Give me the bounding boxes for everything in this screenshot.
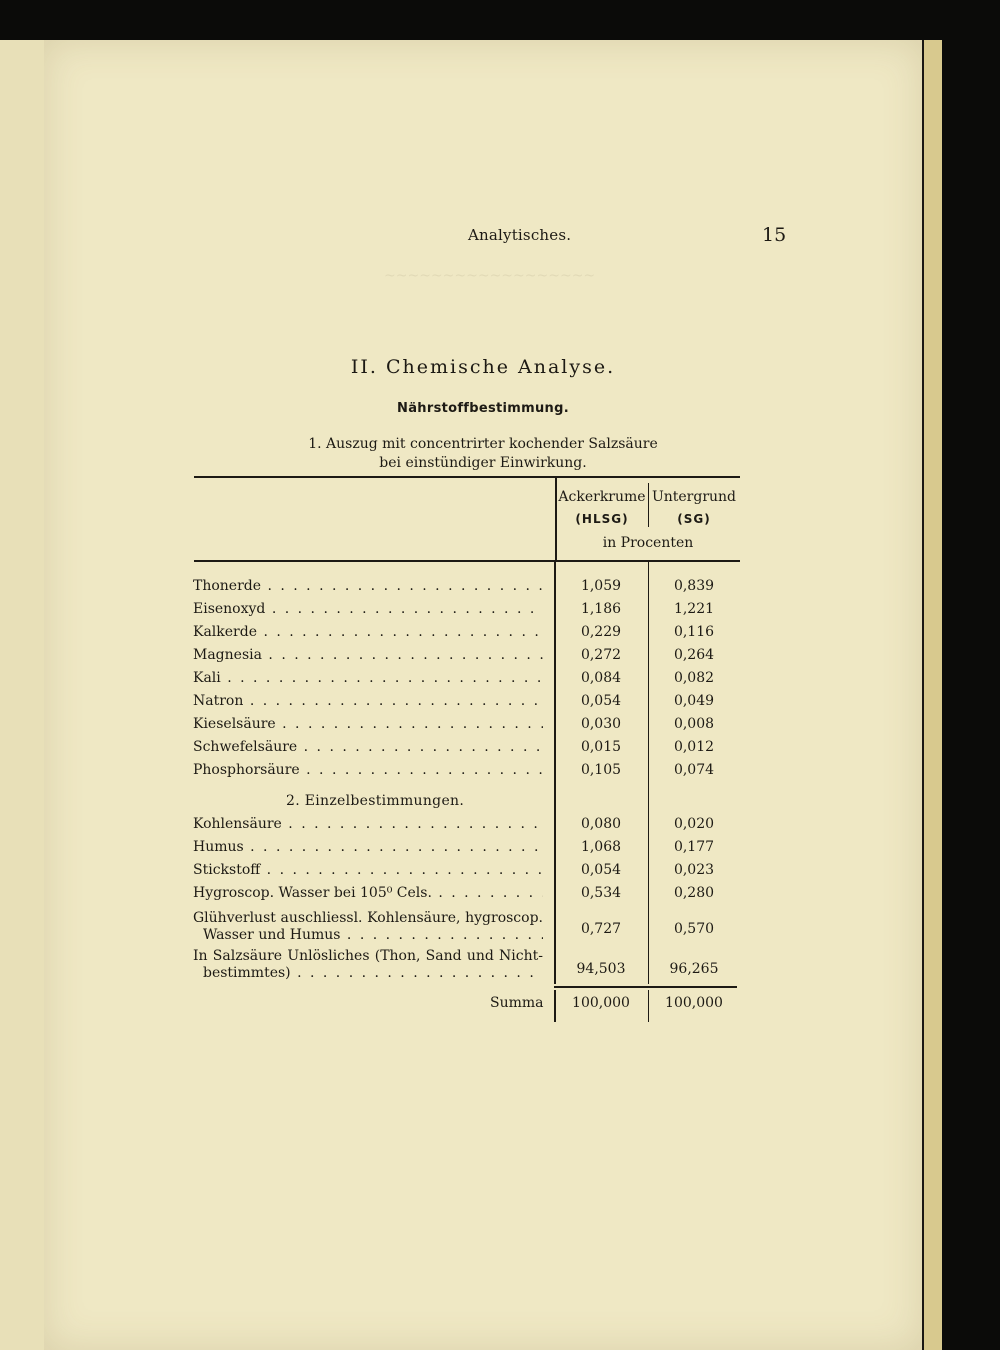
- book-page: [44, 40, 922, 1350]
- summa-untergrund: 100,000: [665, 995, 723, 1011]
- value-ackerkrume: 0,229: [580, 624, 622, 640]
- value-untergrund: 96,265: [669, 961, 719, 977]
- value-untergrund: 0,280: [673, 885, 715, 901]
- row-label: Kali . . .: [193, 670, 543, 686]
- row-label: Phosphorsäure . . .: [193, 762, 543, 778]
- table-row: [193, 762, 743, 784]
- value-ackerkrume: 0,054: [580, 862, 622, 878]
- value-untergrund: 0,023: [673, 862, 715, 878]
- table-row: [193, 885, 743, 907]
- row-label-line-2: Wasser und Humus . . .: [203, 927, 543, 944]
- value-untergrund: 0,570: [673, 921, 715, 937]
- book-gutter: [0, 40, 46, 1350]
- column-header-ackerkrume: [556, 486, 648, 530]
- table-row: [193, 693, 743, 715]
- value-ackerkrume: 0,727: [580, 921, 622, 937]
- table-row: [193, 716, 743, 738]
- row-label: Schwefelsäure . . .: [193, 739, 543, 755]
- intro-line-2: bei einstündiger Einwirkung.: [379, 455, 587, 471]
- column-code: (SG): [677, 512, 711, 526]
- value-ackerkrume: 0,105: [580, 762, 622, 778]
- table-row: [193, 670, 743, 692]
- value-untergrund: 0,177: [673, 839, 715, 855]
- row-label: Magnesia . . .: [193, 647, 543, 663]
- subtitle: Nährstoffbestimmung.: [397, 401, 569, 416]
- row-label: Kalkerde . . .: [193, 624, 543, 640]
- row-label: Eisenoxyd . . .: [193, 601, 543, 617]
- value-ackerkrume: 1,186: [580, 601, 622, 617]
- row-label-line-1: In Salzsäure Unlösliches (Thon, Sand und Nicht-: [193, 948, 543, 964]
- column-name: Ackerkrume: [558, 489, 646, 505]
- table-row: [193, 647, 743, 669]
- intro-line-1: 1. Auszug mit concentrirter kochender Salzsäure: [308, 436, 658, 452]
- value-untergrund: 0,008: [673, 716, 715, 732]
- table-row: [193, 910, 743, 946]
- running-head: Analytisches.: [468, 226, 572, 244]
- summa-label: Summa: [490, 995, 544, 1011]
- value-ackerkrume: 94,503: [576, 961, 626, 977]
- value-ackerkrume: 1,059: [580, 578, 622, 594]
- value-untergrund: 0,074: [673, 762, 715, 778]
- value-ackerkrume: 0,030: [580, 716, 622, 732]
- row-label: Natron . . .: [193, 693, 543, 709]
- value-untergrund: 0,020: [673, 816, 715, 832]
- value-ackerkrume: 0,054: [580, 693, 622, 709]
- table-row: [193, 578, 743, 600]
- value-untergrund: 0,839: [673, 578, 715, 594]
- value-untergrund: 1,221: [673, 601, 715, 617]
- value-ackerkrume: 0,084: [580, 670, 622, 686]
- summa-ackerkrume: 100,000: [572, 995, 630, 1011]
- value-untergrund: 0,012: [673, 739, 715, 755]
- table-row: [193, 739, 743, 761]
- row-label: Kieselsäure . . .: [193, 716, 543, 732]
- unit-label: in Procenten: [602, 535, 694, 551]
- row-label-line-1: Glühverlust auschliessl. Kohlensäure, hygroscop.: [193, 910, 543, 926]
- table-row: [193, 601, 743, 623]
- value-ackerkrume: 0,272: [580, 647, 622, 663]
- row-label: Kohlensäure . . .: [193, 816, 543, 832]
- table-row: [193, 816, 743, 838]
- value-ackerkrume: 1,068: [580, 839, 622, 855]
- row-label: Stickstoff . . .: [193, 862, 543, 878]
- column-code: (HLSG): [575, 512, 629, 526]
- row-label: Humus . . .: [193, 839, 543, 855]
- value-untergrund: 0,049: [673, 693, 715, 709]
- section-title: II. Chemische Analyse.: [350, 356, 616, 378]
- page-edges: [922, 40, 942, 1350]
- intro-text: [44, 435, 922, 473]
- table-top-rule: [194, 476, 740, 478]
- value-ackerkrume: 0,080: [580, 816, 622, 832]
- show-through: ~~~~~~~~~~~~~~~~~~: [384, 268, 596, 284]
- table-header-rule: [194, 560, 740, 562]
- section-2-heading: 2. Einzelbestimmungen.: [286, 793, 465, 809]
- column-header-untergrund: [649, 486, 739, 530]
- value-ackerkrume: 0,534: [580, 885, 622, 901]
- row-label: Thonerde . . .: [193, 578, 543, 594]
- row-label-line-2: bestimmtes) . . .: [203, 965, 543, 982]
- page-number: 15: [762, 224, 787, 246]
- value-untergrund: 0,116: [673, 624, 715, 640]
- value-ackerkrume: 0,015: [580, 739, 622, 755]
- row-label: Hygroscop. Wasser bei 105⁰ Cels. . . .: [193, 885, 543, 901]
- value-untergrund: 0,264: [673, 647, 715, 663]
- column-name: Untergrund: [651, 489, 737, 505]
- table-row: [193, 862, 743, 884]
- value-untergrund: 0,082: [673, 670, 715, 686]
- summa-rule: [554, 986, 737, 988]
- table-row: [193, 624, 743, 646]
- table-row: [193, 948, 743, 984]
- table-row: [193, 839, 743, 861]
